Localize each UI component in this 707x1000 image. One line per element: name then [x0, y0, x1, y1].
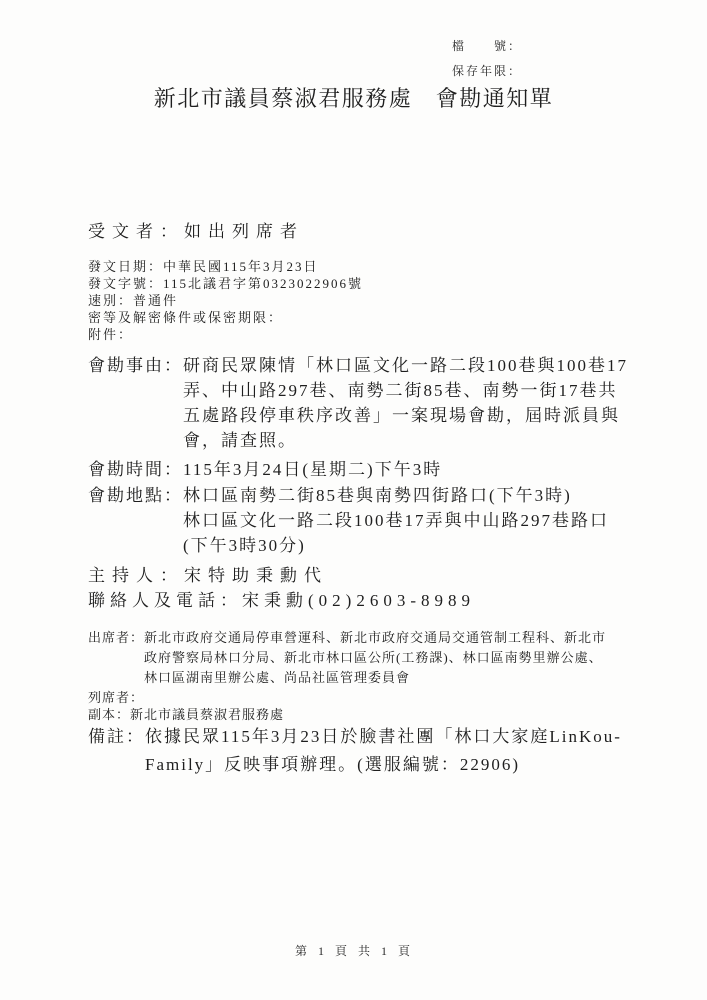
host-value: 宋特助秉勳代: [184, 566, 328, 585]
speed-value: 普通件: [133, 293, 179, 308]
ref-number-value: 115北議君字第0323022906號: [163, 276, 364, 291]
ref-number-label: 發文字號：: [88, 276, 164, 291]
host-label: 主持人：: [88, 566, 184, 585]
inspection-location-label: 會勘地點：: [88, 486, 183, 505]
attendees-section: [88, 628, 633, 688]
page-number: 第 1 頁 共 1 頁: [294, 944, 412, 958]
copy-to-label: 副本：: [88, 707, 131, 722]
ref-number-line: [88, 275, 363, 292]
inspection-location-section: [88, 483, 633, 558]
issue-date-line: [88, 258, 363, 275]
attachment-line: [88, 326, 363, 343]
inspection-subject-section: [88, 353, 633, 453]
text-line: Family」反映事項辦理。(選服編號：22906): [145, 755, 520, 774]
attendees-label: 出席者：: [88, 630, 145, 645]
secrecy-line: [88, 309, 363, 326]
document-meta: [88, 258, 363, 343]
contact-value: 宋秉勳(02)2603-8989: [242, 591, 475, 610]
text-line: 新北市政府交通局停車營運科、新北市政府交通局交通管制工程科、新北市: [144, 630, 607, 645]
classification-stamp: [452, 34, 522, 84]
inspection-location-text: [183, 483, 633, 558]
text-line: 會，請查照。: [183, 431, 297, 450]
document-title: 新北市議員蔡淑君服務處 會勘通知單: [153, 86, 554, 111]
remarks-section: [88, 723, 633, 779]
retention-period-label: 保存年限：: [452, 64, 523, 78]
file-number-label: 檔 號：: [452, 39, 523, 53]
observers-label: 列席者：: [88, 690, 145, 705]
attendees-text: [144, 628, 633, 688]
text-line: 林口區湖南里辦公處、尚品社區管理委員會: [144, 670, 411, 685]
issue-date-value: 中華民國115年3月23日: [163, 259, 319, 274]
text-line: 林口區南勢二街85巷與南勢四街路口(下午3時): [183, 486, 572, 505]
text-line: 政府警察局林口分局、新北市林口區公所(工務課)、林口區南勢里辦公處、: [144, 650, 603, 665]
text-line: 五處路段停車秩序改善」一案現場會勘，屆時派員與: [183, 406, 620, 425]
recipient-label: 受文者：: [88, 222, 184, 241]
text-line: 研商民眾陳情「林口區文化一路二段100巷與100巷17: [183, 356, 628, 375]
copy-to-section: [88, 704, 633, 723]
inspection-subject-text: [183, 353, 633, 453]
text-line: (下午3時30分): [183, 536, 306, 555]
issue-date-label: 發文日期：: [88, 259, 164, 274]
inspection-time-value: 115年3月24日(星期二)下午3時: [183, 460, 443, 479]
text-line: 林口區文化一路二段100巷17弄與中山路297巷路口: [183, 511, 609, 530]
copy-to-value: 新北市議員蔡淑君服務處: [130, 707, 285, 722]
text-line: 依據民眾115年3月23日於臉書社團「林口大家庭LinKou-: [145, 727, 622, 746]
contact-section: [88, 586, 633, 611]
speed-label: 速別：: [88, 293, 134, 308]
inspection-subject-label: 會勘事由：: [88, 356, 183, 375]
attachment-label: 附件：: [88, 327, 134, 342]
recipient-value: 如出列席者: [184, 222, 304, 241]
inspection-time-section: [88, 455, 633, 480]
text-line: 弄、中山路297巷、南勢二街85巷、南勢一街17巷共: [183, 381, 618, 400]
remarks-text: [145, 723, 633, 779]
contact-label: 聯絡人及電話：: [88, 591, 242, 610]
host-section: [88, 561, 633, 586]
secrecy-label: 密等及解密條件或保密期限：: [88, 310, 284, 325]
inspection-time-label: 會勘時間：: [88, 460, 183, 479]
remarks-label: 備註：: [88, 727, 145, 746]
speed-line: [88, 292, 363, 309]
recipient-line: [88, 217, 304, 242]
